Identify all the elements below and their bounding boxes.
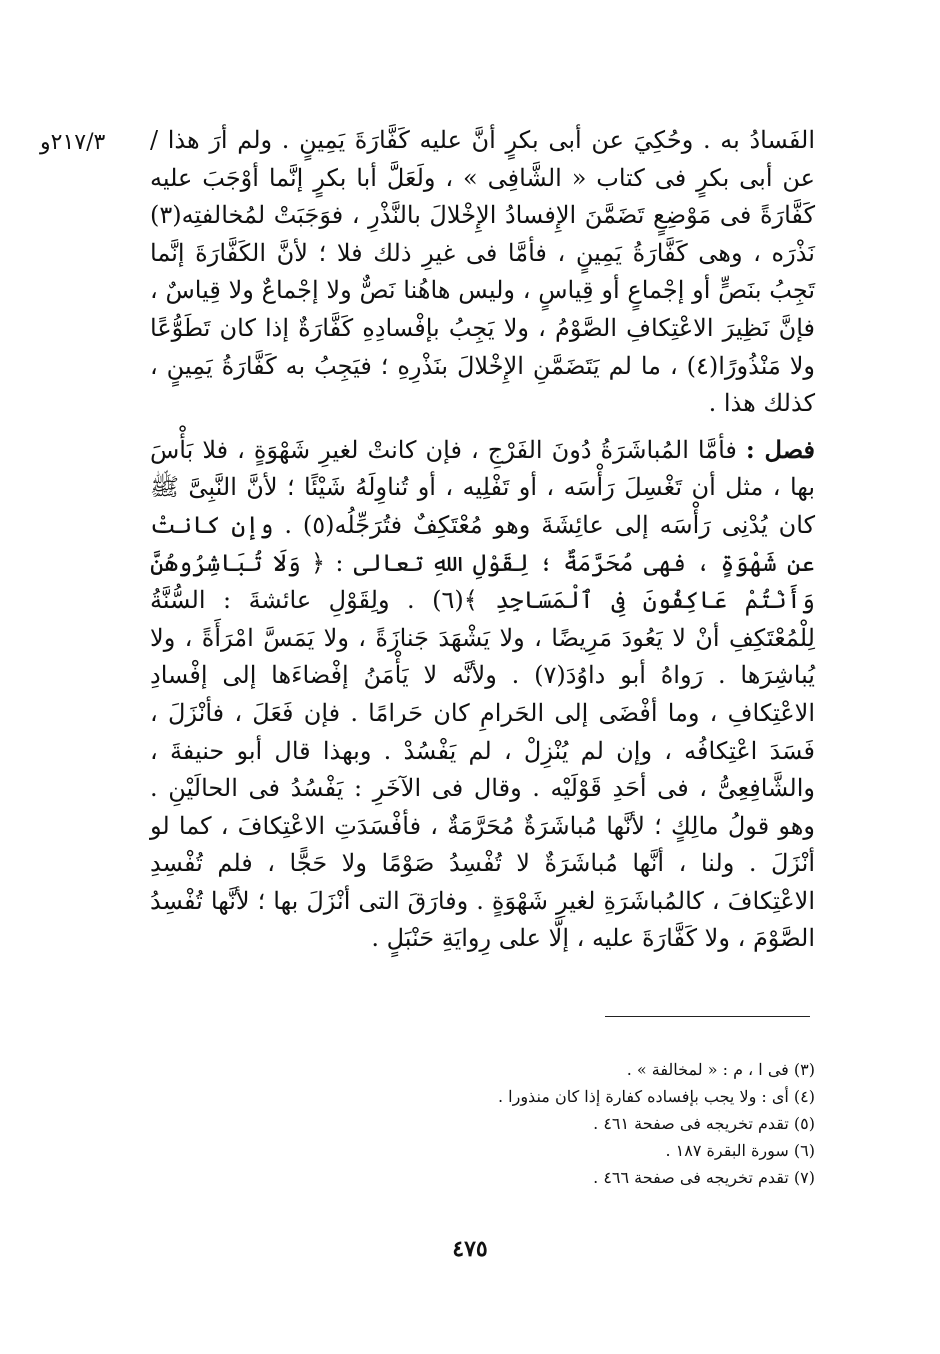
paragraph-1-text: الفَسادُ به . وحُكِيَ عن أبى بكرٍ أنَّ عليه كَفَّارَةَ يَمِينٍ . ولم أرَ هذا / عن أبى بكرٍ فى كتاب « الشَّافِى » ، ولَعَلَّ أبا بكرٍ إنَّما أوْجَبَ عليه كَفَّارَةً فى مَوْضِعٍ تَضَمَّنَ الإِفسادُ الإِخْلالَ بالنَّذْرِ ، فوَجَبَتْ لمُخالفتِه(٣) نَذْرَه ، وهى كَفَّارَةُ يَمِينٍ ، فأمَّا فى غيرِ ذلك فلا ؛ لأنَّ الكَفَّارَةَ إنَّما تَجِبُ بنَصٍّ أو إجْماعٍ أو قِياسٍ ، وليس هاهُنا نَصٌّ ولا إجْماعٌ ولا قِياسٌ ، فإنَّ نَظِيرَ الاعْتِكافِ الصَّوْمُ ، ولا يَجِبُ بإفْسادِهِ كَفَّارَةٌ إذا كان تَطَوُّعًا ولا مَنْذُورًا(٤) ، ما لم يَتَضَمَّنِ الإِخْلالَ بنَذْرِهِ ؛ فيَجِبُ به كَفَّارَةُ يَمِينٍ ، كذلك هذا . [150,126,815,418]
paragraph-2 [150,431,815,958]
footnotes [440,1056,815,1191]
main-text-body [150,122,815,958]
footnote-7: (٧) تقدم تخريجه فى صفحة ٤٦٦ . [593,1168,815,1187]
footnote-4: (٤) أى : ولا يجب بإفساده كفارة إذا كان منذورا . [497,1087,815,1106]
paragraph-2-text: فأمَّا المُباشَرَةُ دُونَ الفَرْجِ ، فإن كانتْ لغيرِ شَهْوَةٍ ، فلا بَأْسَ بها ، مثل أن تَغْسِلَ رَأْسَه ، أو تَفْلِيه ، أو تُناوِلَهُ شَيْئًا ؛ لأنَّ النَّبِىَّ ﷺ كان يُدْنِى رَأْسَه إلى عائِشَةَ وهو مُعْتَكِفٌ فتُرَجِّلُه(٥) . وإن كانتْ عن شَهْوَةٍ ، فهى مُحَرَّمَةٌ ؛ لِقَوْلِ اللهِ تعالى : ﴿ وَلَا تُبَاشِرُوهُنَّ وَأَنْتُمْ عَاكِفُونَ فِى ٱلْمَسَاجِدِ ﴾(٦) . ولِقَوْلِ عائشةَ : السُّنَّةُ لِلْمُعْتَكِفِ أنْ لا يَعُودَ مَرِيضًا ، ولا يَشْهَدَ جَنازَةً ، ولا يَمَسَّ امْرَأَةً ، ولا يُباشِرَها . رَواهُ أبو داوُدَ(٧) . ولأنَّه لا يَأْمَنُ إفْضاءَها إلى إفْسادِ الاعْتِكافِ ، وما أفْضَى إلى الحَرامِ كان حَرامًا . فإن فَعَلَ ، فأنْزَلَ ، فَسَدَ اعْتِكافُه ، وإن لم يُنْزِلْ ، لم يَفْسُدْ . وبهذا قال أبو حنيفةَ ، والشَّافِعِىُّ ، فى أحَدِ قَوْلَيْه . وقال فى الآخَرِ : يَفْسُدُ فى الحالَيْنِ . وهو قولُ مالِكٍ ؛ لأنَّها مُباشَرَةٌ مُحَرَّمَةٌ ، فأفْسَدَتِ الاعْتِكافَ ، كما لو أنْزَلَ . ولنا ، أنَّها مُباشَرَةٌ لا تُفْسِدُ صَوْمًا ولا حَجًّا ، فلم تُفْسِدِ الاعْتِكافَ ، كالمُباشَرَةِ لغيرِ شَهْوَةٍ . وفارَقَ التى أنْزَلَ بها ؛ لأنَّها تُفْسِدُ الصَّوْمَ ، ولا كَفَّارَةَ عليه ، إلَّا على رِوايَةِ حَنْبَلٍ . [150,435,815,953]
page-number: ٤٧٥ [452,1236,488,1262]
footnote-5: (٥) تقدم تخريجه فى صفحة ٤٦١ . [593,1114,815,1133]
footnote-3: (٣) فى ا ، م : « لمخالفة » . [626,1060,815,1079]
paragraph-1 [150,122,815,423]
section-heading-fasl: فصل : [745,434,815,464]
margin-folio-reference: ٢١٧/٣و [40,130,106,155]
footnote-separator [605,1016,810,1017]
footnote-6: (٦) سورة البقرة ١٨٧ . [665,1141,815,1160]
